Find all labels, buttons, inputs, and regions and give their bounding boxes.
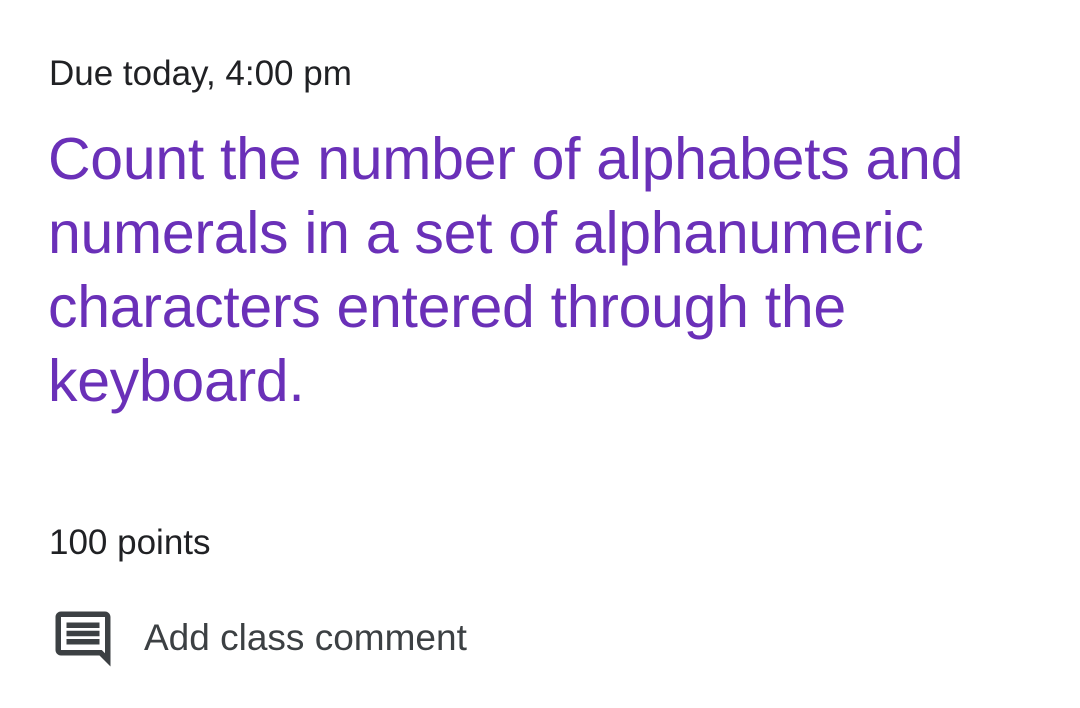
points-label: 100 points — [49, 523, 211, 562]
due-date: Due today, 4:00 pm — [49, 54, 352, 93]
add-class-comment-button[interactable] — [50, 604, 467, 674]
assignment-title: Count the number of alphabets and numerals in a set of alphanumeric characters entered through the keyboard. — [48, 126, 964, 414]
comment-icon — [50, 606, 116, 672]
add-class-comment-label: Add class comment — [144, 617, 467, 658]
